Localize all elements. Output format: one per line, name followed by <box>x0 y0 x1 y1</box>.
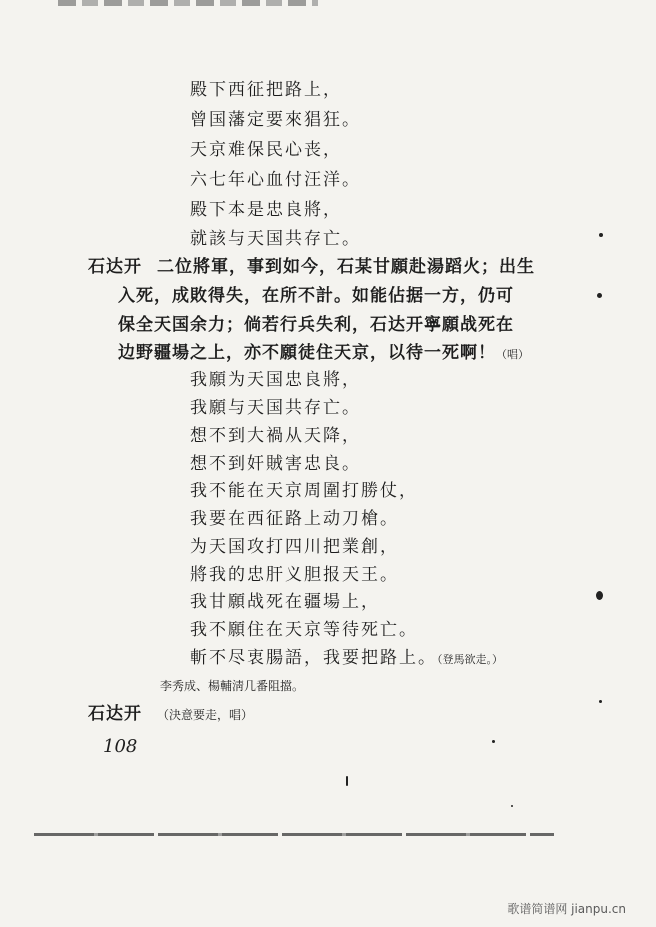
verse-line: 我願与天国共存亡。 <box>190 398 361 418</box>
site-watermark: 歌谱简谱网 jianpu.cn <box>507 902 626 916</box>
stage-note: （登馬欲走。） <box>437 653 503 666</box>
verse-line: 六七年心血付汪洋。 <box>190 170 361 190</box>
verse-line: 想不到奸賊害忠良。 <box>190 454 361 474</box>
scan-speck <box>492 740 495 743</box>
stage-note: （決意要走，唱） <box>157 708 254 722</box>
scan-speck <box>597 293 602 298</box>
dialogue-text: 边野疆場之上，亦不願徒住天京，以待一死啊！ <box>118 343 496 363</box>
dialogue-line: 保全天国余力；倘若行兵失利，石达开寧願战死在 <box>118 315 514 335</box>
scan-speck <box>511 805 513 807</box>
page-number: 108 <box>103 736 138 757</box>
scan-artifact-bottom <box>34 833 554 836</box>
verse-line: 殿下西征把路上， <box>190 80 342 100</box>
verse-line: 为天国攻打四川把業創， <box>190 537 399 557</box>
stage-note: （唱） <box>496 348 529 361</box>
verse-line: 曾国藩定要來猖狂。 <box>190 110 361 130</box>
verse-line: 我不能在天京周圍打勝仗， <box>190 481 418 501</box>
speaker-name: 石达开 <box>88 257 142 277</box>
scan-speck <box>346 776 348 786</box>
stage-direction: 李秀成、楊輔淸几番阻擋。 <box>160 679 305 693</box>
verse-text: 斬不尽衷腸語，我要把路上。 <box>190 648 437 668</box>
verse-line: 想不到大禍从天降， <box>190 426 361 446</box>
verse-line: 我願为天国忠良將， <box>190 370 361 390</box>
verse-line: 天京难保民心丧， <box>190 140 342 160</box>
verse-line: 殿下本是忠良將， <box>190 200 342 220</box>
verse-line: 我要在西征路上动刀槍。 <box>190 509 399 529</box>
verse-line: 就該与天国共存亡。 <box>190 229 361 249</box>
verse-line <box>190 648 503 670</box>
scan-artifact-top <box>58 0 318 6</box>
scan-speck <box>599 700 602 703</box>
verse-line: 我不願住在天京等待死亡。 <box>190 620 418 640</box>
speaker-name: 石达开 <box>88 704 142 724</box>
scan-speck <box>596 591 603 600</box>
verse-line: 將我的忠肝义胆报天王。 <box>190 565 399 585</box>
verse-line: 我甘願战死在疆場上， <box>190 592 380 612</box>
dialogue-line: 入死，成敗得失，在所不計。如能佔据一方，仍可 <box>118 286 514 306</box>
scan-speck <box>599 233 603 237</box>
dialogue-line <box>118 343 529 365</box>
dialogue-line: 二位將軍，事到如今，石某甘願赴湯蹈火；出生 <box>157 257 535 277</box>
